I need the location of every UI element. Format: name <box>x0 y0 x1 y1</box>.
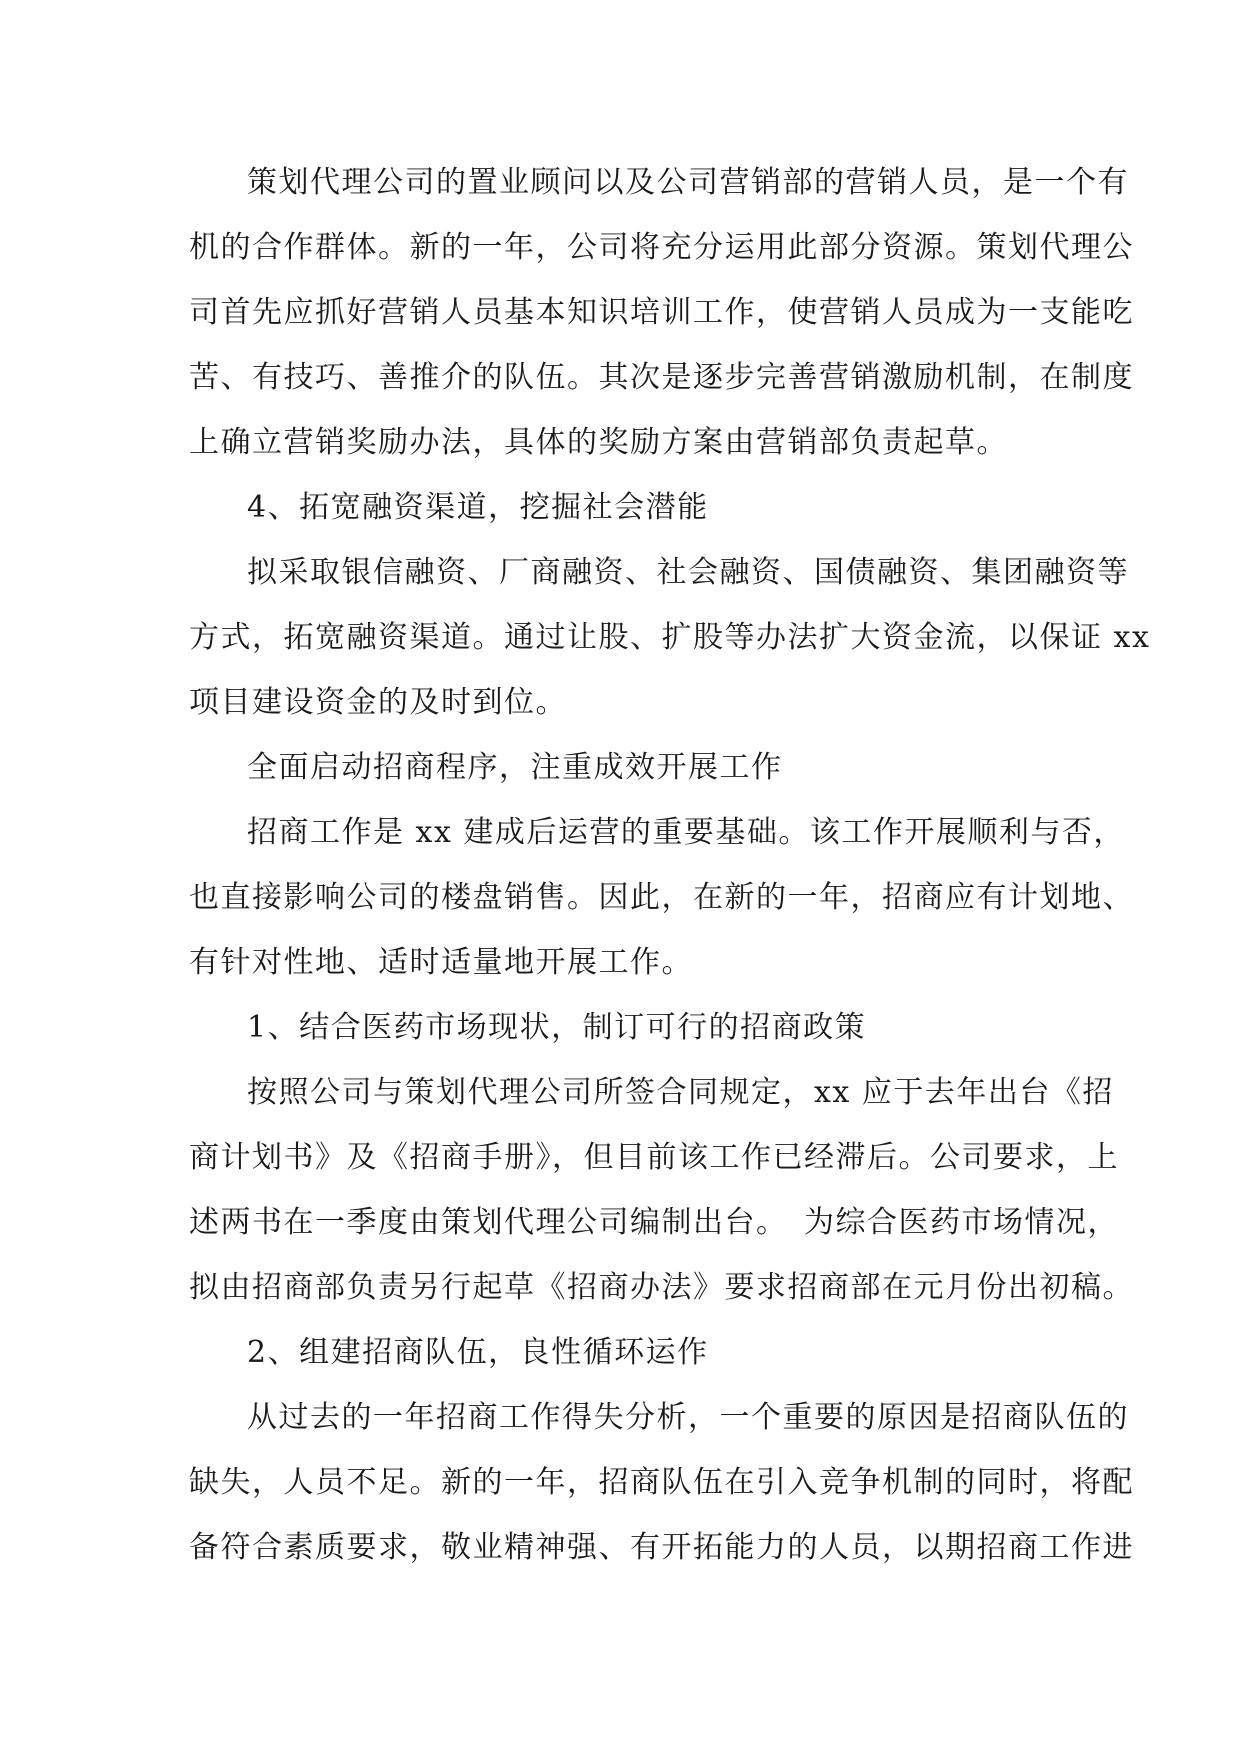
section-heading: 2、组建招商队伍，良性循环运作 <box>247 1335 709 1370</box>
text-line: 苦、有技巧、善推介的队伍。其次是逐步完善营销激励机制，在制度 <box>189 360 1134 395</box>
text-line: 有针对性地、适时适量地开展工作。 <box>189 945 693 980</box>
section-heading: 全面启动招商程序，注重成效开展工作 <box>247 750 783 785</box>
text-line: 策划代理公司的置业顾问以及公司营销部的营销人员，是一个有 <box>247 165 1129 200</box>
text-line: 备符合素质要求，敬业精神强、有开拓能力的人员，以期招商工作进 <box>189 1530 1134 1565</box>
text-line: 招商工作是 xx 建成后运营的重要基础。该工作开展顺利与否， <box>247 815 1125 850</box>
text-line: 缺失，人员不足。新的一年，招商队伍在引入竞争机制的同时，将配 <box>189 1465 1134 1500</box>
text-line: 拟采取银信融资、厂商融资、社会融资、国债融资、集团融资等 <box>247 555 1129 590</box>
section-heading: 4、拓宽融资渠道，挖掘社会潜能 <box>247 490 709 525</box>
text-line: 商计划书》及《招商手册》，但目前该工作已经滞后。公司要求，上 <box>189 1140 1119 1175</box>
text-line: 按照公司与策划代理公司所签合同规定，xx 应于去年出台《招 <box>247 1075 1114 1110</box>
text-line: 司首先应抓好营销人员基本知识培训工作，使营销人员成为一支能吃 <box>189 295 1134 330</box>
section-heading: 1、结合医药市场现状，制订可行的招商政策 <box>247 1010 867 1045</box>
text-line: 从过去的一年招商工作得失分析，一个重要的原因是招商队伍的 <box>247 1400 1129 1435</box>
text-line: 项目建设资金的及时到位。 <box>189 685 567 720</box>
text-line: 述两书在一季度由策划代理公司编制出台。 为综合医药市场情况， <box>189 1205 1119 1240</box>
text-line: 机的合作群体。新的一年，公司将充分运用此部分资源。策划代理公 <box>189 230 1134 265</box>
text-line: 上确立营销奖励办法，具体的奖励方案由营销部负责起草。 <box>189 425 1008 460</box>
text-line: 拟由招商部负责另行起草《招商办法》要求招商部在元月份出初稿。 <box>189 1270 1134 1305</box>
text-line: 方式，拓宽融资渠道。通过让股、扩股等办法扩大资金流，以保证 xx <box>189 620 1151 655</box>
text-line: 也直接影响公司的楼盘销售。因此，在新的一年，招商应有计划地、 <box>189 880 1134 915</box>
